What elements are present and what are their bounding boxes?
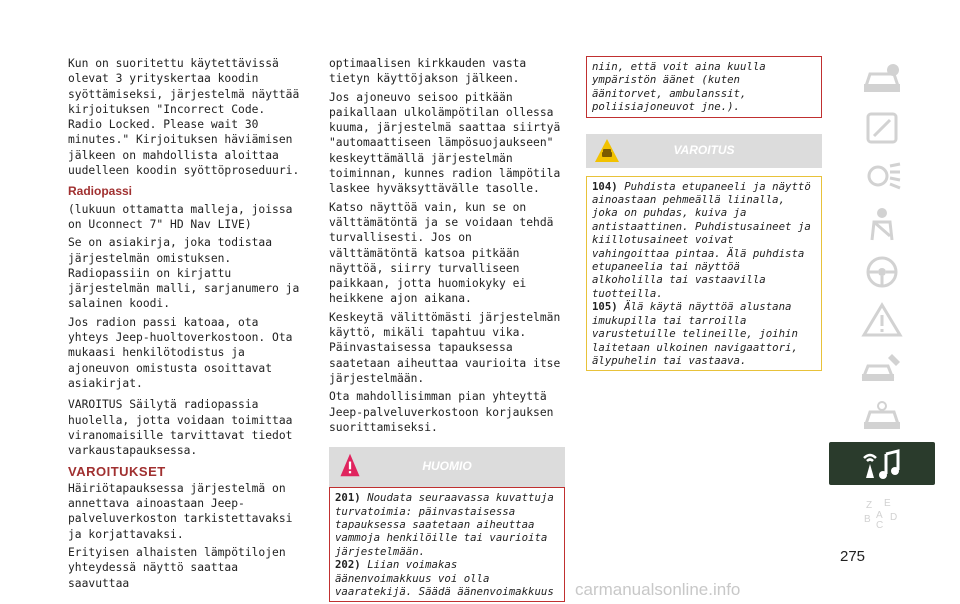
- car-info-icon: [860, 62, 904, 98]
- tab-warning[interactable]: [829, 298, 935, 341]
- dashboard-icon: [860, 110, 904, 146]
- note-text: Liian voimakas äänenvoimakkuus voi olla vaaratekijä. Säädä äänenvoimakkuus: [335, 558, 554, 598]
- note-text: Noudata seuraavassa kuvattuja turvatoimia: päinvastaisessa tapauksessa saatetaan aiheuttaa vammoja henkilöille tai vaurioita järjestelmään.: [335, 491, 554, 558]
- svg-text:E: E: [884, 497, 891, 509]
- svg-text:D: D: [890, 511, 898, 523]
- column-3: [586, 56, 822, 371]
- paragraph: Se on asiakirja, joka todistaa järjestelmän omistuksen. Radiopassiin on kirjattu järjestelmän malli, sarjanumero ja salainen koodi.: [68, 236, 300, 311]
- paragraph: Jos radion passi katoaa, ota yhteys Jeep-huoltoverkostoon. Ota mukaasi henkilötodistus ja ajoneuvon omistusta osoittavat asiakirjat.: [68, 315, 293, 390]
- car-warning-icon: [594, 138, 620, 164]
- note-number: 202): [335, 558, 361, 572]
- svg-text:B: B: [864, 513, 871, 525]
- note-number: 201): [335, 491, 361, 505]
- watermark: carmanualsonline.info: [575, 580, 741, 599]
- huomio-callout: [329, 487, 565, 602]
- paragraph: Häiriötapauksessa järjestelmä on annettava ainoastaan Jeep-palveluverkoston tarkistettavaksi ja korjattavaksi.: [68, 481, 293, 541]
- varoitus-banner: [586, 134, 822, 168]
- tab-steering-wheel[interactable]: [829, 250, 935, 293]
- warning-triangle-icon: [860, 302, 904, 338]
- tab-seat-belt[interactable]: [829, 202, 935, 245]
- note-text: niin, että voit aina kuulla ympäristön äänet (kuten äänitorvet, ambulanssit, poliisiajoneuvot jne.).: [592, 60, 766, 114]
- paragraph: VAROITUS Säilytä radiopassia huolella, jotta voidaan toimittaa viranomaisille tarvittavat tiedot varkaustapauksessa.: [68, 398, 293, 458]
- paragraph: Keskeytä välittömästi järjestelmän käyttö, mikäli tapahtuu vika. Päinvastaisessa tapauksessa saatetaan aiheuttaa vaurioita itse järjestelmään.: [329, 310, 561, 385]
- paragraph: optimaalisen kirkkauden vasta tietyn käyttöjakson jälkeen.: [329, 57, 527, 86]
- paragraph: Ota mahdollisimman pian yhteyttä Jeep-palveluverkostoon korjauksen suorittamiseksi.: [329, 390, 554, 434]
- subheading-radiopassi: Radiopassi: [68, 184, 133, 199]
- note-number: 105): [592, 300, 618, 314]
- seat-belt-icon: [860, 206, 904, 242]
- car-specs-icon: [860, 398, 904, 434]
- tab-car-info[interactable]: [829, 58, 935, 101]
- note-text: Älä käytä näyttöä alustana imukupilla tai tarroilla varustetuille telineille, joihin laitetaan ulkoinen navigaattori, älypuhelin tai vastaava.: [592, 300, 798, 367]
- lights-icon: [860, 158, 904, 194]
- huomio-callout-continued: [586, 56, 822, 118]
- index-alphabet-icon: [860, 494, 904, 530]
- multimedia-music-icon: [860, 446, 904, 482]
- paragraph: Erityisen alhaisten lämpötilojen yhteydessä näyttö saattaa saavuttaa: [68, 545, 286, 590]
- column-2: [329, 56, 565, 602]
- svg-text:A: A: [876, 509, 883, 521]
- note-number: 104): [592, 179, 618, 193]
- column-1: [68, 56, 300, 594]
- page-number: 275: [840, 548, 866, 565]
- svg-text:C: C: [876, 519, 884, 530]
- note-text: Puhdista etupaneeli ja näyttö ainoastaan pehmeällä liinalla, joka on puhdas, kuiva ja antistaattinen. Puhdistusaineet ja kiillotusaineet voivat vahingoittaa pintaa. Älä puhdista etupaneelia tai näyttöä alkoholilla tai vastaavilla tuotteilla.: [592, 179, 811, 300]
- paragraph: Katso näyttöä vain, kun se on välttämätöntä ja se voidaan tehdä turvallisesti. Jos on välttämätöntä katsoa pitkään näyttöä, siirry turvalliseen paikkaan, jotta huomiokyky ei heikkene ajon aikana.: [329, 200, 554, 306]
- varoitus-callout: [586, 176, 822, 372]
- wrench-car-icon: [860, 350, 904, 386]
- steering-wheel-icon: [860, 254, 904, 290]
- tab-index[interactable]: [829, 490, 935, 533]
- huomio-banner: [329, 447, 565, 487]
- tab-multimedia[interactable]: [829, 442, 935, 485]
- heading-varoitukset: VAROITUKSET: [68, 464, 166, 480]
- tab-technical[interactable]: [829, 394, 935, 437]
- varoitus-title: VAROITUS: [673, 142, 735, 157]
- paragraph: (lukuun ottamatta malleja, joissa on Uconnect 7" HD Nav LIVE): [68, 202, 293, 231]
- paragraph: Jos ajoneuvo seisoo pitkään paikallaan ulkolämpötilan ollessa kuuma, järjestelmä saattaa siirtyä "automaattiseen lämpösuojaukseen" keskeyttämällä järjestelmän toiminnan, kunnes radion lämpötila laskee hyväksyttävälle tasolle.: [329, 90, 561, 196]
- tab-lights[interactable]: [829, 154, 935, 197]
- tab-maintenance[interactable]: [829, 346, 935, 389]
- svg-text:Z: Z: [866, 499, 873, 511]
- warning-diamond-icon: [337, 452, 363, 478]
- chapter-tabs: [829, 58, 935, 538]
- huomio-title: HUOMIO: [422, 459, 472, 474]
- paragraph: Kun on suoritettu käytettävissä olevat 3 yrityskertaa koodin syöttämiseksi, järjestelmä näyttää kirjoituksen "Incorrect Code. Radio Locked. Please wait 30 minutes." Kirjoituksen häviämisen jälkeen on mahdollista aloittaa uudelleen koodin syöttöproseduuri.: [68, 57, 300, 178]
- tab-dashboard[interactable]: [829, 106, 935, 149]
